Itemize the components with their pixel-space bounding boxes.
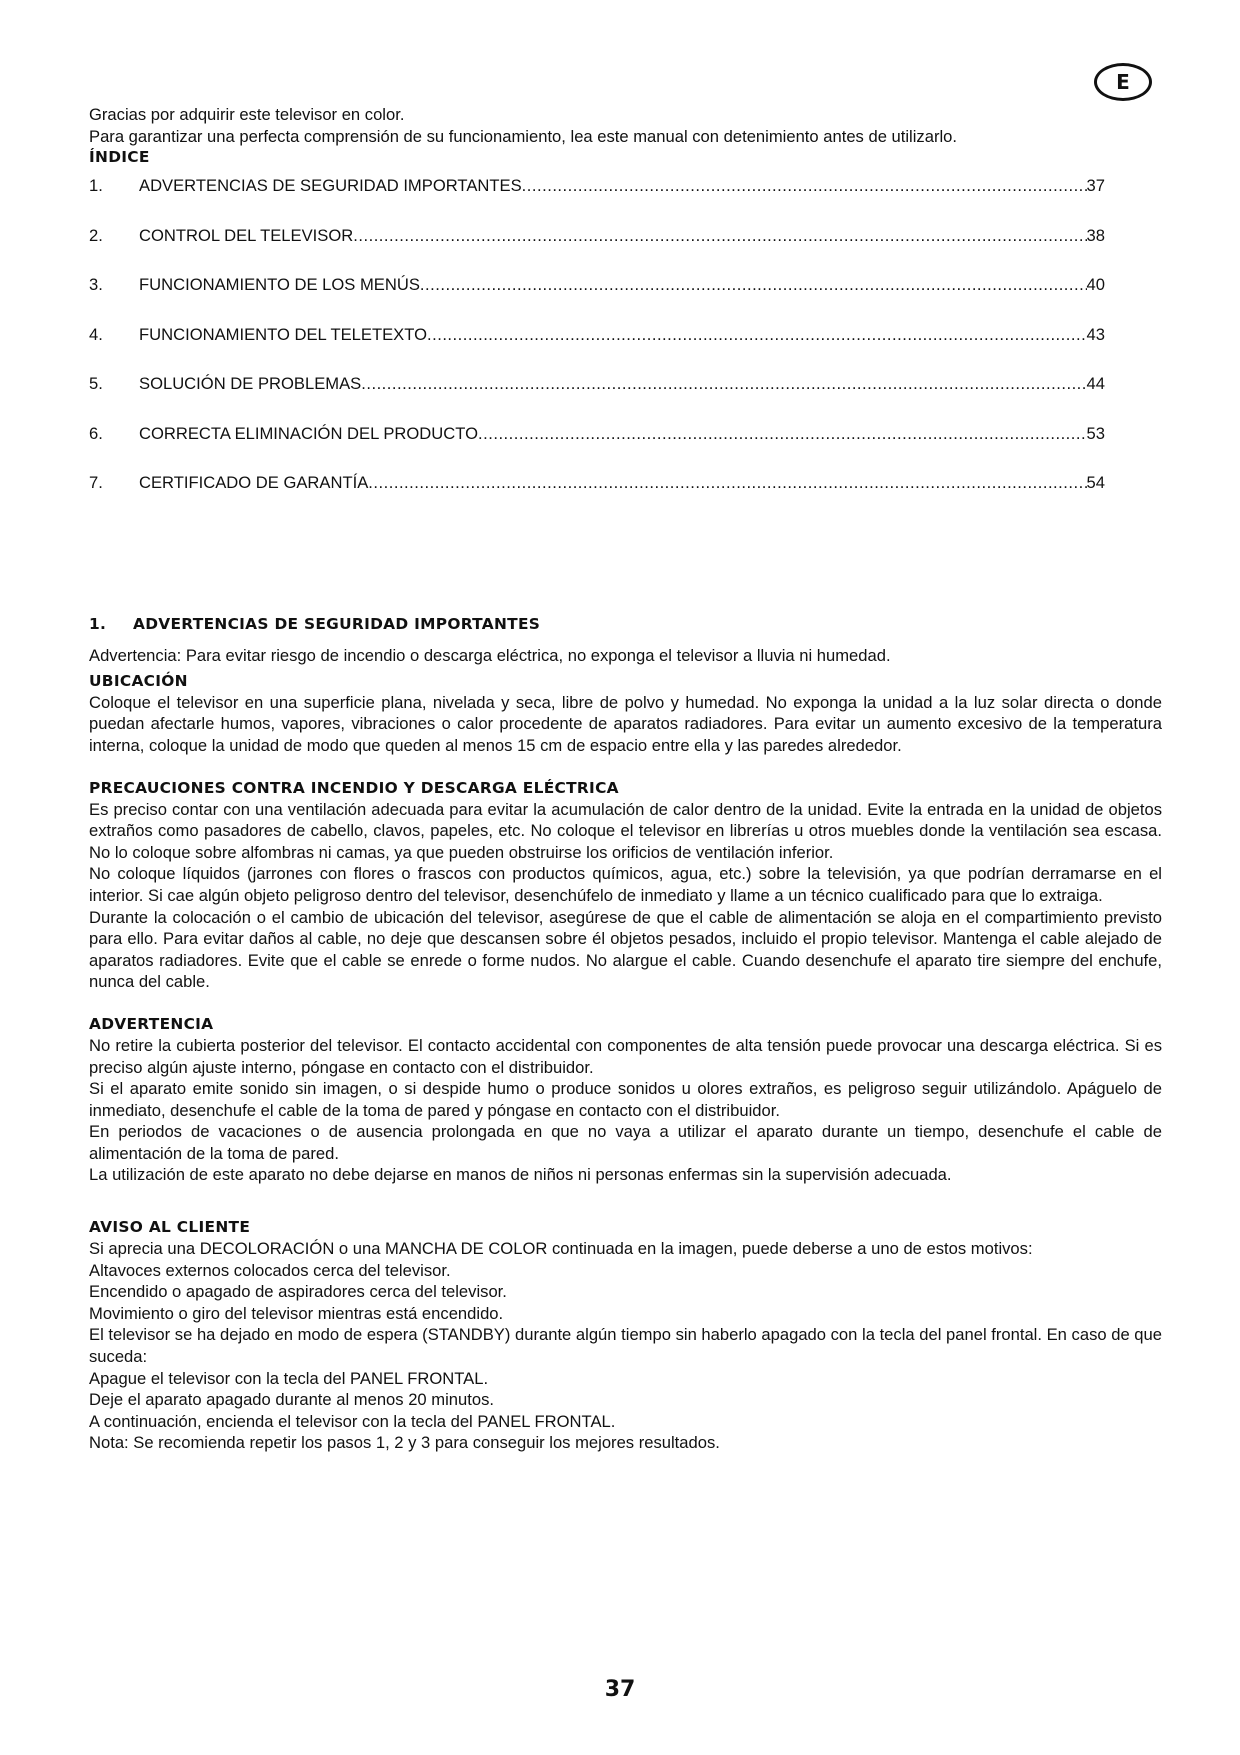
toc-leader-dots — [353, 226, 1086, 246]
language-badge: E — [1094, 63, 1152, 101]
intro-line-1: Gracias por adquirir este televisor en color. — [89, 105, 405, 124]
toc-item[interactable] — [89, 473, 1105, 503]
aviso-line: El televisor se ha dejado en modo de espera (STANDBY) durante algún tiempo sin haberlo apagado con la tecla del panel frontal. En caso de que suceda: — [89, 1325, 1162, 1367]
toc-item[interactable] — [89, 226, 1105, 276]
aviso-heading: AVISO AL CLIENTE — [89, 1218, 251, 1237]
toc-item[interactable] — [89, 325, 1105, 375]
toc-leader-dots — [522, 176, 1087, 196]
toc-item-title: SOLUCIÓN DE PROBLEMAS — [139, 374, 362, 394]
advertencia-paragraph-2: Si el aparato emite sonido sin imagen, o si despide humo o produce sonidos u olores extraños, es peligroso seguir utilizándolo. Apáguelo de inmediato, desenchufe el cable de la toma de pared y póngase en contacto con el distribuidor. — [89, 1079, 1162, 1120]
toc-item-number: 7. — [89, 473, 103, 493]
toc-item-number: 5. — [89, 374, 103, 394]
precauciones-paragraph-3: Durante la colocación o el cambio de ubicación del televisor, asegúrese de que el cable de alimentación se aloja en el compartimiento previsto para ello. Para evitar daños al cable, no deje que descansen sobre él objetos pesados, incluido el propio televisor. Mantenga el cable alejado de aparatos radiadores. Evite que el cable se enrede o forme nudos. No alargue el cable. Cuando desenchufe el aparato tire siempre del enchufe, nunca del cable. — [89, 907, 1162, 992]
advertencia-paragraph-4: La utilización de este aparato no debe dejarse en manos de niños ni personas enfermas sin la supervisión adecuada. — [89, 1165, 952, 1185]
toc-item[interactable] — [89, 176, 1105, 226]
toc-item-page: 40 — [1086, 275, 1105, 295]
toc-item-number: 1. — [89, 176, 103, 196]
toc-leader-dots — [427, 325, 1087, 345]
page-content — [89, 104, 1162, 1454]
toc-leader-dots — [420, 275, 1087, 295]
toc-item-page: 53 — [1086, 423, 1105, 443]
page-number: 37 — [604, 1677, 636, 1702]
toc-leader-dots — [361, 374, 1086, 394]
safety-warning: Advertencia: Para evitar riesgo de incendio o descarga eléctrica, no exponga el televisor a lluvia ni humedad. — [89, 646, 891, 666]
toc-item-title: CONTROL DEL TELEVISOR — [139, 225, 354, 245]
toc-item-number: 3. — [89, 275, 103, 295]
intro-line-2: Para garantizar una perfecta comprensión de su funcionamiento, lea este manual con detenimiento antes de utilizarlo. — [89, 126, 958, 146]
toc-item-number: 2. — [89, 225, 103, 245]
toc-leader-dots — [478, 424, 1087, 444]
advertencia-paragraph-1: No retire la cubierta posterior del televisor. El contacto accidental con componentes de alta tensión puede provocar una descarga eléctrica. Si es preciso algún ajuste interno, póngase en contacto con el distribuidor. — [89, 1035, 1162, 1077]
section-1-heading: ADVERTENCIAS DE SEGURIDAD IMPORTANTES — [133, 615, 541, 634]
index-heading: ÍNDICE — [89, 148, 150, 167]
precauciones-heading: PRECAUCIONES CONTRA INCENDIO Y DESCARGA ELÉCTRICA — [89, 778, 619, 797]
section-1-number: 1. — [89, 615, 107, 634]
toc-item-title: ADVERTENCIAS DE SEGURIDAD IMPORTANTES — [139, 176, 522, 196]
section-1-title — [89, 614, 1162, 635]
toc-item-page: 37 — [1086, 176, 1105, 196]
aviso-line: Encendido o apagado de aspiradores cerca del televisor. — [89, 1282, 507, 1302]
toc-item[interactable] — [89, 275, 1105, 325]
toc-item-page: 43 — [1086, 324, 1105, 344]
aviso-line: Altavoces externos colocados cerca del televisor. — [89, 1260, 451, 1280]
aviso-line: Nota: Se recomienda repetir los pasos 1, 2 y 3 para conseguir los mejores resultados. — [89, 1433, 720, 1453]
toc-item-title: FUNCIONAMIENTO DE LOS MENÚS — [139, 275, 420, 295]
precauciones-paragraph-1: Es preciso contar con una ventilación adecuada para evitar la acumulación de calor dentro de la unidad. Evite la entrada en la unidad de objetos extraños como pasadores de cabello, clavos, papeles, etc. No coloque el televisor en librerías u otros muebles donde la ventilación sea escasa. No lo coloque sobre alfombras ni camas, ya que pueden obstruirse los orificios de ventilación inferior. — [89, 799, 1162, 862]
toc-item-title: CERTIFICADO DE GARANTÍA — [139, 473, 369, 493]
toc-item-number: 4. — [89, 324, 103, 344]
table-of-contents — [89, 176, 1162, 503]
advertencia-heading: ADVERTENCIA — [89, 1014, 214, 1033]
toc-item-title: CORRECTA ELIMINACIÓN DEL PRODUCTO — [139, 423, 478, 443]
toc-leader-dots — [368, 473, 1086, 493]
precauciones-paragraph-2: No coloque líquidos (jarrones con flores o frascos con productos químicos, agua, etc.) sobre la televisión, ya que podrían derramarse en el interior. Si cae algún objeto peligroso dentro del televisor, desenchúfelo de inmediato y llame a un técnico cualificado para que lo extraiga. — [89, 864, 1162, 905]
ubicacion-heading: UBICACIÓN — [89, 671, 188, 690]
advertencia-paragraph-3: En periodos de vacaciones o de ausencia prolongada en que no vaya a utilizar el aparato durante un tiempo, desenchufe el cable de alimentación de la toma de pared. — [89, 1122, 1162, 1163]
toc-item[interactable] — [89, 374, 1105, 424]
toc-item-number: 6. — [89, 423, 103, 443]
toc-item-page: 44 — [1086, 374, 1105, 394]
toc-item-page: 38 — [1086, 225, 1105, 245]
aviso-line: Movimiento o giro del televisor mientras está encendido. — [89, 1303, 504, 1323]
aviso-line: Deje el aparato apagado durante al menos 20 minutos. — [89, 1390, 494, 1410]
ubicacion-text: Coloque el televisor en una superficie plana, nivelada y seca, libre de polvo y humedad. No exponga la unidad a la luz solar directa o donde puedan afectarle humos, vapores, vibraciones o calor procedente de aparatos radiadores. Para evitar un aumento excesivo de la temperatura interna, coloque la unidad de modo que queden al menos 15 cm de espacio entre ella y las paredes alrededor. — [89, 692, 1162, 755]
toc-item[interactable] — [89, 424, 1105, 474]
aviso-line: Apague el televisor con la tecla del PANEL FRONTAL. — [89, 1368, 489, 1388]
aviso-line: A continuación, encienda el televisor con la tecla del PANEL FRONTAL. — [89, 1411, 616, 1431]
toc-item-page: 54 — [1086, 473, 1105, 493]
toc-item-title: FUNCIONAMIENTO DEL TELETEXTO — [139, 324, 427, 344]
aviso-line: Si aprecia una DECOLORACIÓN o una MANCHA DE COLOR continuada en la imagen, puede deberse a uno de estos motivos: — [89, 1239, 1033, 1259]
